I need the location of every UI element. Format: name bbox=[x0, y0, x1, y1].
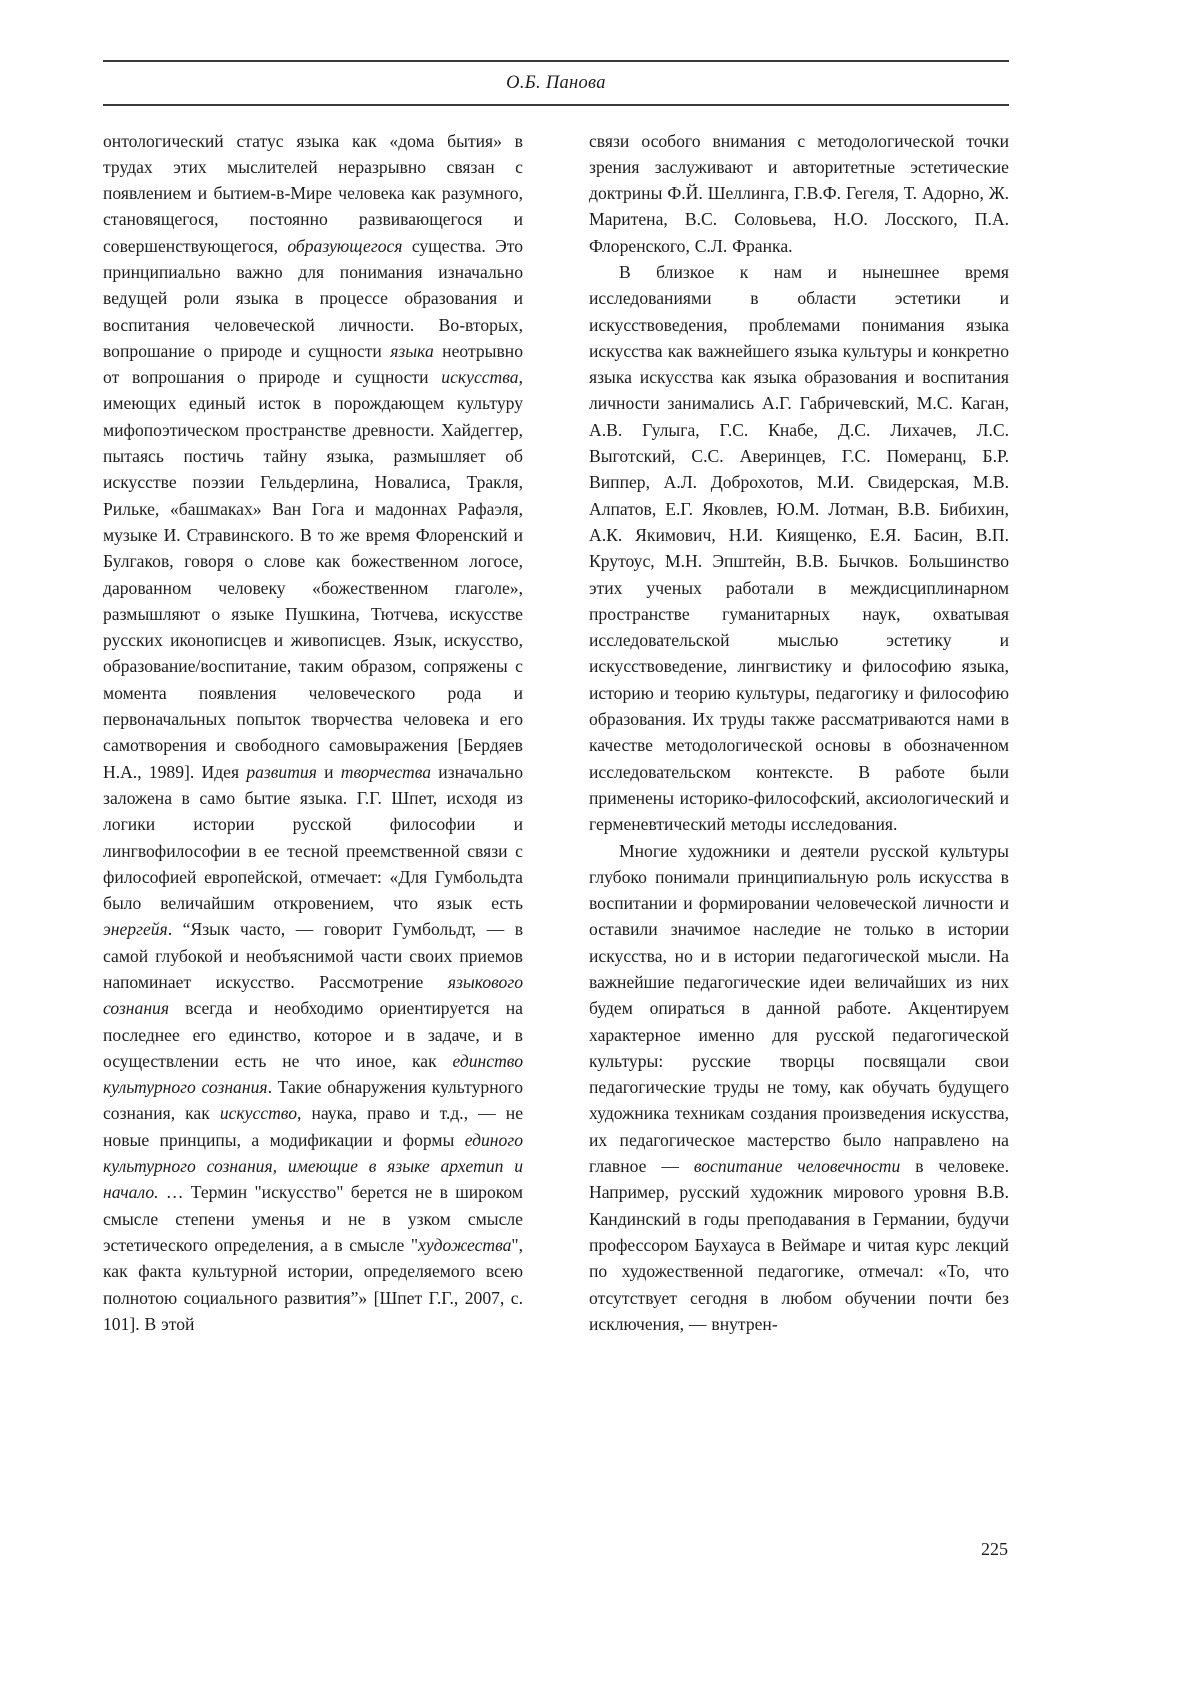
emphasis-text: единого культурного сознания, имеющие в языке архетип и начало. bbox=[103, 1129, 523, 1203]
body-text: ", как факта культурной истории, определяемого всею полнотою социального развития”» [Шпет Г.Г., 2007, с. 101]. В этой bbox=[103, 1234, 523, 1334]
article-body bbox=[103, 128, 1009, 1338]
page-number: 225 bbox=[981, 1539, 1008, 1559]
body-text: и bbox=[316, 761, 341, 782]
emphasis-text: искусства bbox=[441, 367, 519, 388]
emphasis-text: воспитание человечности bbox=[693, 1156, 901, 1177]
emphasis-text: энергейя bbox=[103, 919, 168, 940]
emphasis-text: единство культурного сознания bbox=[103, 1050, 523, 1098]
body-text: связи особого внимания с методологической точки зрения заслуживают и авторитетные эстетические доктрины Ф.Й. Шеллинга, Г.В.Ф. Гегеля, Т. Адорно, Ж. Маритена, В.С. Соловьева, Н.О. Лосского, П.А. Флоренского, С.Л. Франка. bbox=[589, 130, 1009, 256]
emphasis-text: развития bbox=[246, 761, 317, 782]
paragraph bbox=[589, 838, 1009, 1338]
emphasis-text: образующегося bbox=[287, 235, 403, 256]
body-text: онтологический статус языка как «дома бытия» в трудах этих мыслителей неразрывно связан с появлением и бытием-в-Мире человека как разумного, становящегося, постоянно развивающегося и совершенствующегося, bbox=[103, 130, 523, 256]
emphasis-text: языкового сознания bbox=[103, 972, 523, 1019]
emphasis-text: языка bbox=[390, 340, 434, 361]
body-text: , наука, право и т.д., — не новые принципы, а модификации и формы bbox=[103, 1103, 523, 1150]
body-text: В близкое к нам и нынешнее время исследованиями в области эстетики и искусствоведения, проблемами понимания языка искусства как важнейшего языка культуры и конкретно языка искусства как языка образования и воспитания личности занимались А.Г. Габричевский, М.С. Каган, А.В. Гулыга, Г.С. Кнабе, Д.С. Лихачев, Л.С. Выготский, С.С. Аверинцев, Г.С. Померанц, Б.Р. Виппер, А.Л. Доброхотов, М.И. Свидерская, М.В. Алпатов, Е.Г. Яковлев, Ю.М. Лотман, В.В. Бибихин, А.К. Якимович, Н.И. Киященко, Е.Я. Басин, В.П. Крутоус, М.Н. Эпштейн, В.В. Бычков. Большинство этих ученых работали в междисциплинарном пространстве гуманитарных наук, охватывая исследовательской мыслью эстетику и искусствоведение, лингвистику и философию языка, историю и теорию культуры, педагогику и философию образования. Их труды также рассматриваются нами в качестве методологической основы в обозначенном исследовательском контексте. В работе были применены историко-философский, аксиологический и герменевтический методы исследования. bbox=[589, 261, 1009, 835]
paragraph bbox=[103, 128, 523, 1338]
paragraph bbox=[589, 128, 1009, 259]
emphasis-text: искусство bbox=[219, 1103, 297, 1124]
body-text: изначально заложена в само бытие языка. Г.Г. Шпет, исходя из логики истории русской философии и лингвофилософии в ее тесной преемственной связи с философией европейской, отмечает: «Для Гумбольдта было величайшим откровением, что язык есть bbox=[103, 761, 523, 914]
emphasis-text: художества bbox=[418, 1234, 512, 1255]
body-text: неотрывно от вопрошания о природе и сущности bbox=[103, 340, 524, 388]
running-head-author: О.Б. Панова bbox=[506, 73, 606, 93]
right-column bbox=[589, 128, 1009, 1338]
body-text: Многие художники и деятели русской культуры глубоко понимали принципиальную роль искусства в воспитании и формировании человеческой личности и оставили значимое наследие не только в истории искусства, но и в истории педагогической мысли. На важнейшие педагогические идеи величайших из них будем опираться в данной работе. Акцентируем характерное именно для русской педагогической культуры: русские творцы посвящали свои педагогические труды не тому, как обучать будущего художника техникам создания произведения искусства, их педагогическое мастерство было направлено на главное — bbox=[589, 840, 1009, 1177]
paragraph bbox=[589, 259, 1009, 838]
page-content bbox=[103, 60, 1009, 1337]
body-text: , имеющих единый исток в порождающем культуру мифопоэтическом пространстве древности. Хайдеггер, пытаясь постичь тайну языка, размышляет об искусстве поэзии Гельдерлина, Новалиса, Тракля, Рильке, «башмаках» Ван Гога и мадоннах Рафаэля, музыке И. Стравинского. В то же время Флоренский и Булгаков, говоря о слове как божественном логосе, дарованном человеку «божественном глаголе», размышляют о языке Пушкина, Тютчева, искусстве русских иконописцев и живописцев. Язык, искусство, образование/воспитание, таким образом, сопряжены с момента появления человеческого рода и первоначальных попыток творчества человека и его самотворения и свободного самовыражения [Бердяев Н.А., 1989]. Идея bbox=[103, 367, 523, 782]
left-column bbox=[103, 128, 523, 1338]
body-text: существа. Это принципиально важно для понимания изначально ведущей роли языка в процессе образования и воспитания человеческой личности. Во-вторых, вопрошание о природе и сущности bbox=[103, 235, 523, 361]
body-text: в человеке. Например, русский художник мирового уровня В.В. Кандинский в годы преподавания в Германии, будучи профессором Баухауса в Веймаре и читая курс лекций по художественной педагогике, отмечал: «То, что отсутствует сегодня в любом обучении почти без исключения, — внутрен- bbox=[589, 1156, 1009, 1334]
body-text: всегда и необходимо ориентируется на последнее его единство, которое и в задаче, и в осуществлении есть не что иное, как bbox=[103, 998, 523, 1071]
body-text: . Такие обнаружения культурного сознания, как bbox=[103, 1077, 523, 1124]
body-text: . “Язык часто, — говорит Гумбольдт, — в самой глубокой и необъяснимой части своих приемов напоминает искусство. Рассмотрение bbox=[103, 919, 523, 992]
body-text: … Термин "искусство" берется не в широком смысле степени уменья и не в узком смысле эстетического определения, а в смысле " bbox=[103, 1182, 523, 1255]
emphasis-text: творчества bbox=[340, 761, 432, 782]
header-rule-bottom bbox=[103, 104, 1009, 106]
